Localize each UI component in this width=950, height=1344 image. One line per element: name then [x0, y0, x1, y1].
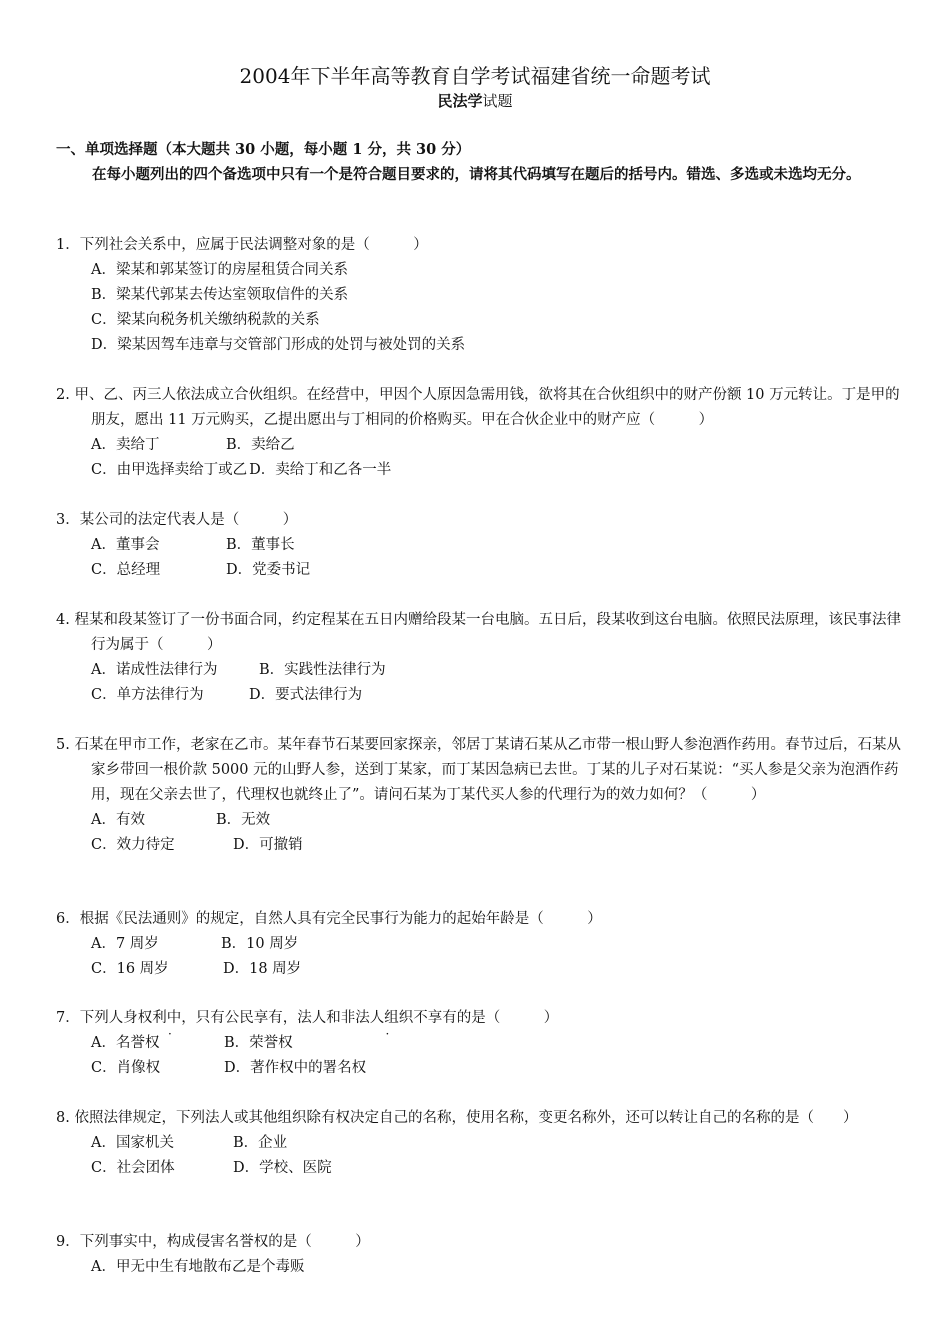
option-d: D．梁某因驾车违章与交管部门形成的处罚与被处罚的关系	[91, 337, 466, 353]
question-stem: 3．某公司的法定代表人是（ ）	[56, 512, 298, 528]
question-options	[56, 258, 906, 358]
option-c: C．单方法律行为	[91, 687, 204, 703]
emphasis-char: 只	[195, 1010, 211, 1026]
section-instruction: 在每小题列出的四个备选项中只有一个是符合题目要求的，请将其代码填写在题后的括号内。错选、多选或未选均无分。	[92, 166, 861, 183]
question-6	[56, 907, 906, 982]
option-a: A．诺成性法律行为	[91, 662, 218, 678]
question-options	[56, 658, 906, 708]
question-options	[56, 1255, 906, 1280]
question-8	[56, 1106, 906, 1181]
option-b: B．无效	[216, 812, 271, 828]
exam-subtitle	[0, 90, 950, 111]
question-2	[56, 383, 906, 483]
question-options	[56, 1031, 906, 1081]
subject-name: 民法学	[437, 92, 483, 110]
question-9	[56, 1230, 906, 1280]
emphasis-char: 不	[413, 1010, 428, 1026]
option-c: C．效力待定	[91, 837, 175, 853]
question-stem: 1．下列社会关系中，应属于民法调整对象的是（ ）	[56, 237, 428, 253]
option-b: B．梁某代郭某去传达室领取信件的关系	[91, 287, 349, 303]
question-stem: 5. 石某在甲市工作，老家在乙市。某年春节石某要回家探亲，邻居丁某请石某从乙市带一根山野人参泡酒作药用。春节过后，石某从家乡带回一根价款 5000 元的山野人参，送到丁某家，而丁某因急病已去世。丁某的儿子对石某说：“买人参是父亲为泡酒作药用，现在父亲去世了，代理权也就终止了”。请问石某为丁某代买人参的代理行为的效力如何？（ ）	[56, 737, 901, 803]
subject-suffix: 试题	[482, 92, 513, 110]
question-stem: 2. 甲、乙、丙三人依法成立合伙组织。在经营中，甲因个人原因急需用钱，欲将其在合伙组织中的财产份额 10 万元转让。丁是甲的朋友，愿出 11 万元购买，乙提出愿出与丁相同的价格购买。甲在合伙企业中的财产应（ ）	[56, 387, 900, 428]
question-stem: 9．下列事实中，构成侵害名誉权的是（ ）	[56, 1234, 370, 1250]
option-a: A．有效	[91, 812, 145, 828]
question-options	[56, 932, 906, 982]
option-a: A．梁某和郭某签订的房屋租赁合同关系	[91, 262, 348, 278]
question-options	[56, 1131, 906, 1181]
section-heading: 一、单项选择题（本大题共 30 小题，每小题 1 分，共 30 分）	[56, 141, 471, 158]
option-b: B．10 周岁	[221, 936, 299, 952]
option-a: A．董事会	[91, 537, 160, 553]
option-d: D．可撤销	[233, 837, 303, 853]
question-4	[56, 608, 906, 708]
option-c: C．社会团体	[91, 1160, 175, 1176]
question-options	[56, 433, 906, 483]
option-d: D．著作权中的署名权	[224, 1060, 367, 1076]
question-stem: 7．下列人身权利中，只有公民享有，法人和非法人组织不享有的是（ ）	[56, 1010, 559, 1026]
question-1	[56, 233, 906, 358]
option-c: C．由甲选择卖给丁或乙	[91, 462, 248, 478]
question-5	[56, 733, 906, 858]
option-a: A．卖给丁	[91, 437, 160, 453]
question-stem: 8. 依照法律规定，下列法人或其他组织除有权决定自己的名称，使用名称，变更名称外，还可以转让自己的名称的是（ ）	[56, 1110, 858, 1126]
option-a: A．国家机关	[91, 1135, 174, 1151]
option-d: D．卖给丁和乙各一半	[249, 462, 392, 478]
option-b: B．企业	[233, 1135, 288, 1151]
option-b: B．董事长	[226, 537, 295, 553]
option-d: D．党委书记	[226, 562, 311, 578]
option-b: B．实践性法律行为	[259, 662, 386, 678]
option-b: B．卖给乙	[226, 437, 295, 453]
question-stem: 4. 程某和段某签订了一份书面合同，约定程某在五日内赠给段某一台电脑。五日后，段某收到这台电脑。依照民法原理，该民事法律行为属于（ ）	[56, 612, 901, 653]
option-a: A．7 周岁	[91, 936, 159, 952]
option-d: D．18 周岁	[223, 961, 302, 977]
option-c: C．肖像权	[91, 1060, 161, 1076]
option-a: A．甲无中生有地散布乙是个毒贩	[91, 1259, 305, 1275]
exam-title: 2004年下半年高等教育自学考试福建省统一命题考试	[239, 64, 711, 88]
option-b: B．荣誉权	[224, 1035, 293, 1051]
question-stem: 6．根据《民法通则》的规定，自然人具有完全民事行为能力的起始年龄是（ ）	[56, 911, 602, 927]
option-c: C．16 周岁	[91, 961, 169, 977]
option-a: A．名誉权	[91, 1035, 160, 1051]
option-c: C．总经理	[91, 562, 161, 578]
question-options	[56, 808, 906, 858]
option-d: D．要式法律行为	[249, 687, 363, 703]
option-c: C．梁某向税务机关缴纳税款的关系	[91, 312, 320, 328]
question-7	[56, 1006, 906, 1081]
question-3	[56, 508, 906, 583]
option-d: D．学校、医院	[233, 1160, 332, 1176]
question-options	[56, 533, 906, 583]
